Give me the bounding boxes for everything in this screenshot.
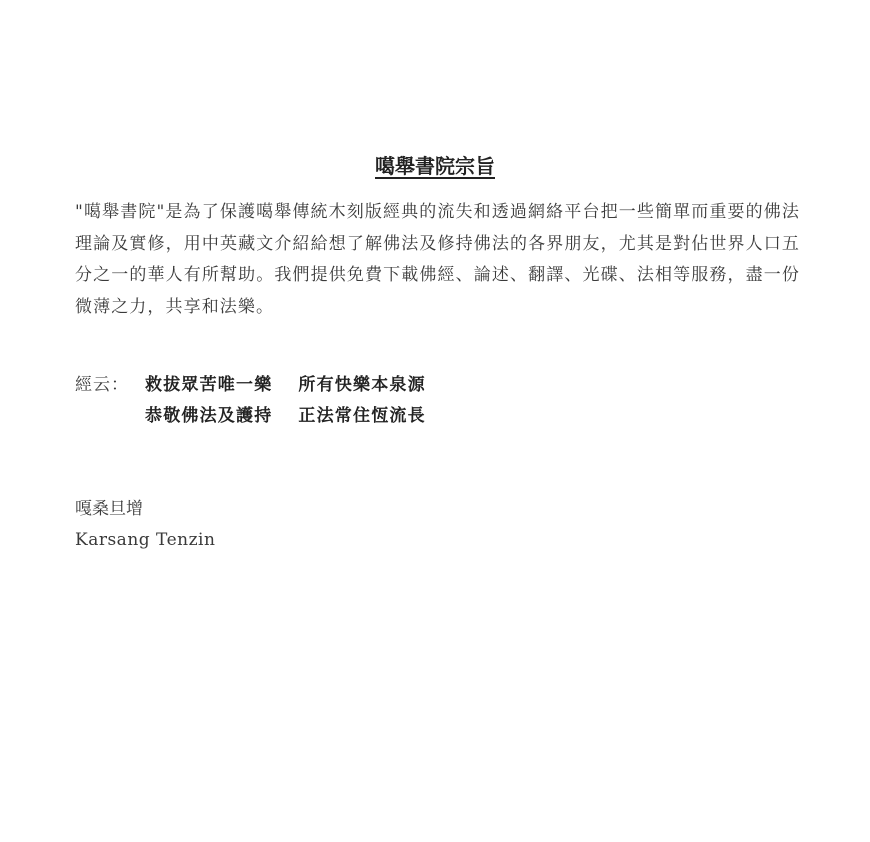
verse-phrase: 正法常住恆流長	[298, 406, 426, 426]
verse-phrase: 所有快樂本泉源	[298, 375, 426, 395]
verse-line-1	[75, 370, 800, 401]
signature-block	[75, 494, 215, 556]
verse-phrase: 救拔眾苦唯一樂	[145, 375, 273, 395]
signature-english-name: Karsang Tenzin	[75, 530, 216, 550]
verse-block	[75, 370, 800, 432]
signature-chinese-name: 嘎桑旦增	[75, 499, 143, 519]
mission-paragraph: "噶舉書院"是為了保護噶舉傳統木刻版經典的流失和透過網絡平台把一些簡單而重要的佛法理論及實修，用中英藏文介紹給想了解佛法及修持佛法的各界朋友，尤其是對佔世界人口五分之一的華人有所幫助。我們提供免費下載佛經、論述、翻譯、光碟、法相等服務，盡一份微薄之力，共享和法樂。	[75, 202, 800, 317]
verse-label: 經云：	[75, 375, 129, 395]
verse-line-2	[75, 401, 800, 432]
verse-phrase: 恭敬佛法及護持	[145, 406, 273, 426]
document-title: 噶舉書院宗旨	[375, 154, 495, 178]
